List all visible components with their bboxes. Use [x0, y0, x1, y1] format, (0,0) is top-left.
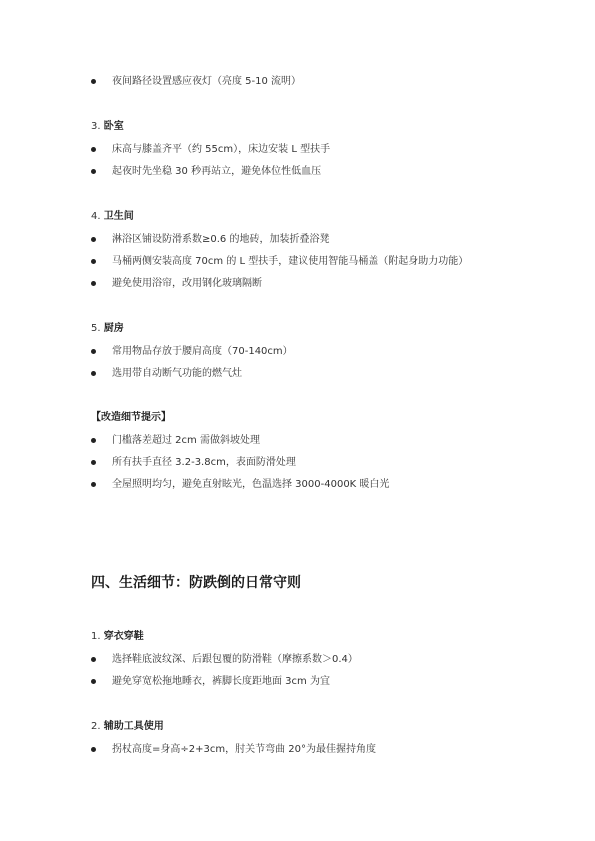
section-heading-aids [91, 720, 555, 734]
section-4-heading: 四、生活细节：防跌倒的日常守则 [91, 575, 301, 591]
list-item-text: 选择鞋底波纹深、后跟包覆的防滑鞋（摩擦系数＞0.4） [112, 654, 358, 665]
bullet-icon [91, 371, 96, 376]
list-item-text: 马桶两侧安装高度 70cm 的 L 型扶手，建议使用智能马桶盖（附起身助力功能） [112, 256, 469, 267]
list-item-text: 夜间路径设置感应夜灯（亮度 5-10 流明） [112, 76, 302, 87]
section-heading-bathroom [91, 210, 555, 224]
bullet-icon [91, 281, 96, 286]
list-item-text: 选用带自动断气功能的燃气灶 [112, 368, 242, 379]
list-item-text: 所有扶手直径 3.2-3.8cm，表面防滑处理 [112, 457, 296, 468]
bullet-icon [91, 482, 96, 487]
section-number: 1. [91, 631, 101, 642]
section-title: 卫生间 [103, 211, 134, 222]
bullet-icon [91, 169, 96, 174]
bullet-icon [91, 147, 96, 152]
section-heading-kitchen [91, 322, 555, 336]
bullet-icon [91, 460, 96, 465]
section-title: 穿衣穿鞋 [103, 631, 144, 642]
list-item-text: 全屋照明均匀，避免直射眩光，色温选择 3000-4000K 暖白光 [112, 479, 390, 490]
bullet-icon [91, 747, 96, 752]
bullet-icon [91, 349, 96, 354]
list-item-text: 起夜时先坐稳 30 秒再站立，避免体位性低血压 [112, 166, 322, 177]
list-item-text: 床高与膝盖齐平（约 55cm），床边安装 L 型扶手 [112, 144, 331, 155]
tips-heading: 【改造细节提示】 [91, 412, 171, 423]
list-item-text: 避免使用浴帘，改用钢化玻璃隔断 [112, 278, 262, 289]
section-number: 3. [91, 121, 101, 132]
list-item-text: 避免穿宽松拖地睡衣，裤脚长度距地面 3cm 为宜 [112, 676, 330, 687]
section-title: 厨房 [103, 323, 124, 334]
section-number: 4. [91, 211, 101, 222]
section-number: 2. [91, 721, 101, 732]
list-item-text: 门槛落差超过 2cm 需做斜坡处理 [112, 435, 260, 446]
section-title: 辅助工具使用 [103, 721, 164, 732]
bullet-icon [91, 259, 96, 264]
bullet-icon [91, 438, 96, 443]
bullet-icon [91, 679, 96, 684]
section-heading-bedroom [91, 120, 555, 134]
bullet-icon [91, 237, 96, 242]
section-heading-clothing [91, 630, 555, 644]
section-number: 5. [91, 323, 101, 334]
list-item-text: 拐杖高度=身高÷2+3cm，肘关节弯曲 20°为最佳握持角度 [112, 744, 377, 755]
bullet-icon [91, 79, 96, 84]
bullet-icon [91, 657, 96, 662]
section-title: 卧室 [103, 121, 124, 132]
list-item-text: 淋浴区铺设防滑系数≥0.6 的地砖，加装折叠浴凳 [112, 234, 330, 245]
list-item-text: 常用物品存放于腰肩高度（70-140cm） [112, 346, 293, 357]
